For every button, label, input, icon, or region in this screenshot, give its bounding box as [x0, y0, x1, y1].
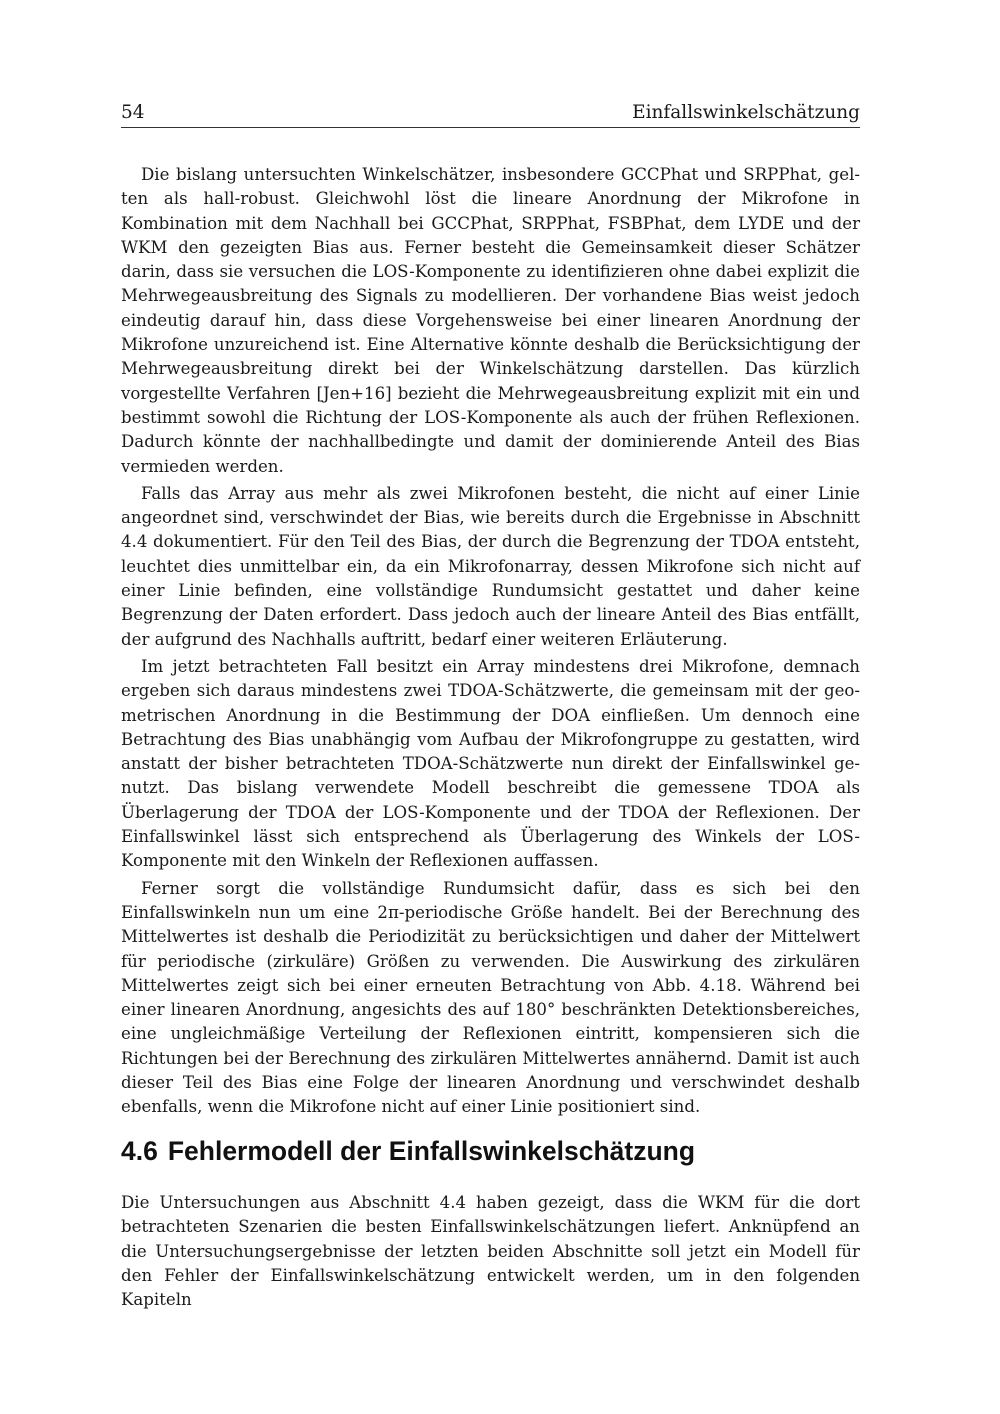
page-number: 54	[121, 102, 145, 123]
paragraph: Ferner sorgt die vollständige Rundumsicht dafür, dass es sich bei den Einfallswinkeln nun um eine 2π-periodische Größe handelt. Bei der Berechnung des Mittelwertes ist deshalb die Periodizität zu berücksichtigen und daher der Mittelwert für periodische (zirkuläre) Größen zu verwenden. Die Auswirkung des zirkulären Mittelwertes zeigt sich bei einer erneuten Betrachtung von Abb. 4.18. Während bei einer linearen Anordnung, angesichts des auf 180° beschränkten Detektionsbereiches, eine ungleichmäßige Verteilung der Reflexionen eintritt, kompensieren sich die Richtungen bei der Berechnung des zirkulären Mittelwertes annähernd. Damit ist auch dieser Teil des Bias eine Folge der linearen Anordnung und verschwindet deshalb ebenfalls, wenn die Mikrofone nicht auf einer Linie positioniert sind.	[121, 878, 860, 1117]
body-text-section-4-6	[121, 1191, 860, 1312]
section-number: 4.6	[121, 1136, 158, 1166]
body-text-previous-section	[121, 163, 860, 1120]
paragraph: Die bislang untersuchten Winkelschätzer, insbesondere GCCPhat und SRPPhat, gelten als hall-robust. Gleichwohl löst die lineare Anordnung der Mikrofone in Kombination mit dem Nachhall bei GCCPhat, SRPPhat, FSBPhat, dem LYDE und der WKM den gezeigten Bias aus. Ferner besteht die Gemeinsamkeit dieser Schätzer darin, dass sie versuchen die LOS-Komponente zu identifizieren ohne dabei explizit die Mehrwegeausbreitung des Signals zu modellieren. Der vorhandene Bias weist jedoch eindeutig darauf hin, dass diese Vorgehensweise bei einer linearen Anordnung der Mikrofone unzureichend ist. Eine Alternative könnte deshalb die Berücksichtigung der Mehrwegeausbreitung direkt bei der Winkelschätzung darstellen. Das kürzlich vorgestellte Verfahren [Jen+16] bezieht die Mehrwegeausbreitung explizit mit ein und bestimmt sowohl die Richtung der LOS-Komponente als auch der frühen Reflexionen. Dadurch könnte der nachhallbedingte und damit der dominierende Anteil des Bias vermieden werden.	[121, 165, 860, 476]
paragraph: Falls das Array aus mehr als zwei Mikrofonen besteht, die nicht auf einer Linie angeordnet sind, verschwindet der Bias, wie bereits durch die Ergebnisse in Abschnitt 4.4 dokumentiert. Für den Teil des Bias, der durch die Begrenzung der TDOA entsteht, leuchtet dies unmittelbar ein, da ein Mikrofonarray, dessen Mikrofone sich nicht auf einer Linie befinden, eine vollständige Rundumsicht gestattet und daher keine Begrenzung der Daten erfordert. Dass jedoch auch der lineare Anteil des Bias entfällt, der aufgrund des Nachhalls auftritt, bedarf einer weiteren Erläuterung.	[121, 483, 860, 649]
running-header	[121, 101, 860, 128]
section-title: Fehlermodell der Einfallswinkelschätzung	[167, 1136, 696, 1166]
chapter-title: Einfallswinkelschätzung	[632, 102, 860, 123]
paragraph: Die Untersuchungen aus Abschnitt 4.4 haben gezeigt, dass die WKM für die dort betrachteten Szenarien die besten Einfallswinkelschätzungen liefert. Anknüpfend an die Untersuchungsergebnisse der letzten beiden Abschnitte soll jetzt ein Modell für den Fehler der Einfallswinkelschätzung entwickelt werden, um in den folgenden Kapiteln	[121, 1193, 860, 1310]
paragraph: Im jetzt betrachteten Fall besitzt ein Array mindestens drei Mikrofone, demnach ergeben sich daraus mindestens zwei TDOA-Schätzwerte, die gemeinsam mit der geometrischen Anordnung in die Bestimmung der DOA einfließen. Um dennoch eine Betrachtung des Bias unabhängig vom Aufbau der Mikrofongruppe zu gestatten, wird anstatt der bisher betrachteten TDOA-Schätzwerte nun direkt der Einfallswinkel genutzt. Das bislang verwendete Modell beschreibt die gemessene TDOA als Überlagerung der TDOA der LOS-Komponente und der TDOA der Reflexionen. Der Einfallswinkel lässt sich entsprechend als Überlagerung des Winkels der LOS-Komponente mit den Winkeln der Reflexionen auffassen.	[121, 656, 860, 871]
section-heading	[121, 1133, 695, 1169]
